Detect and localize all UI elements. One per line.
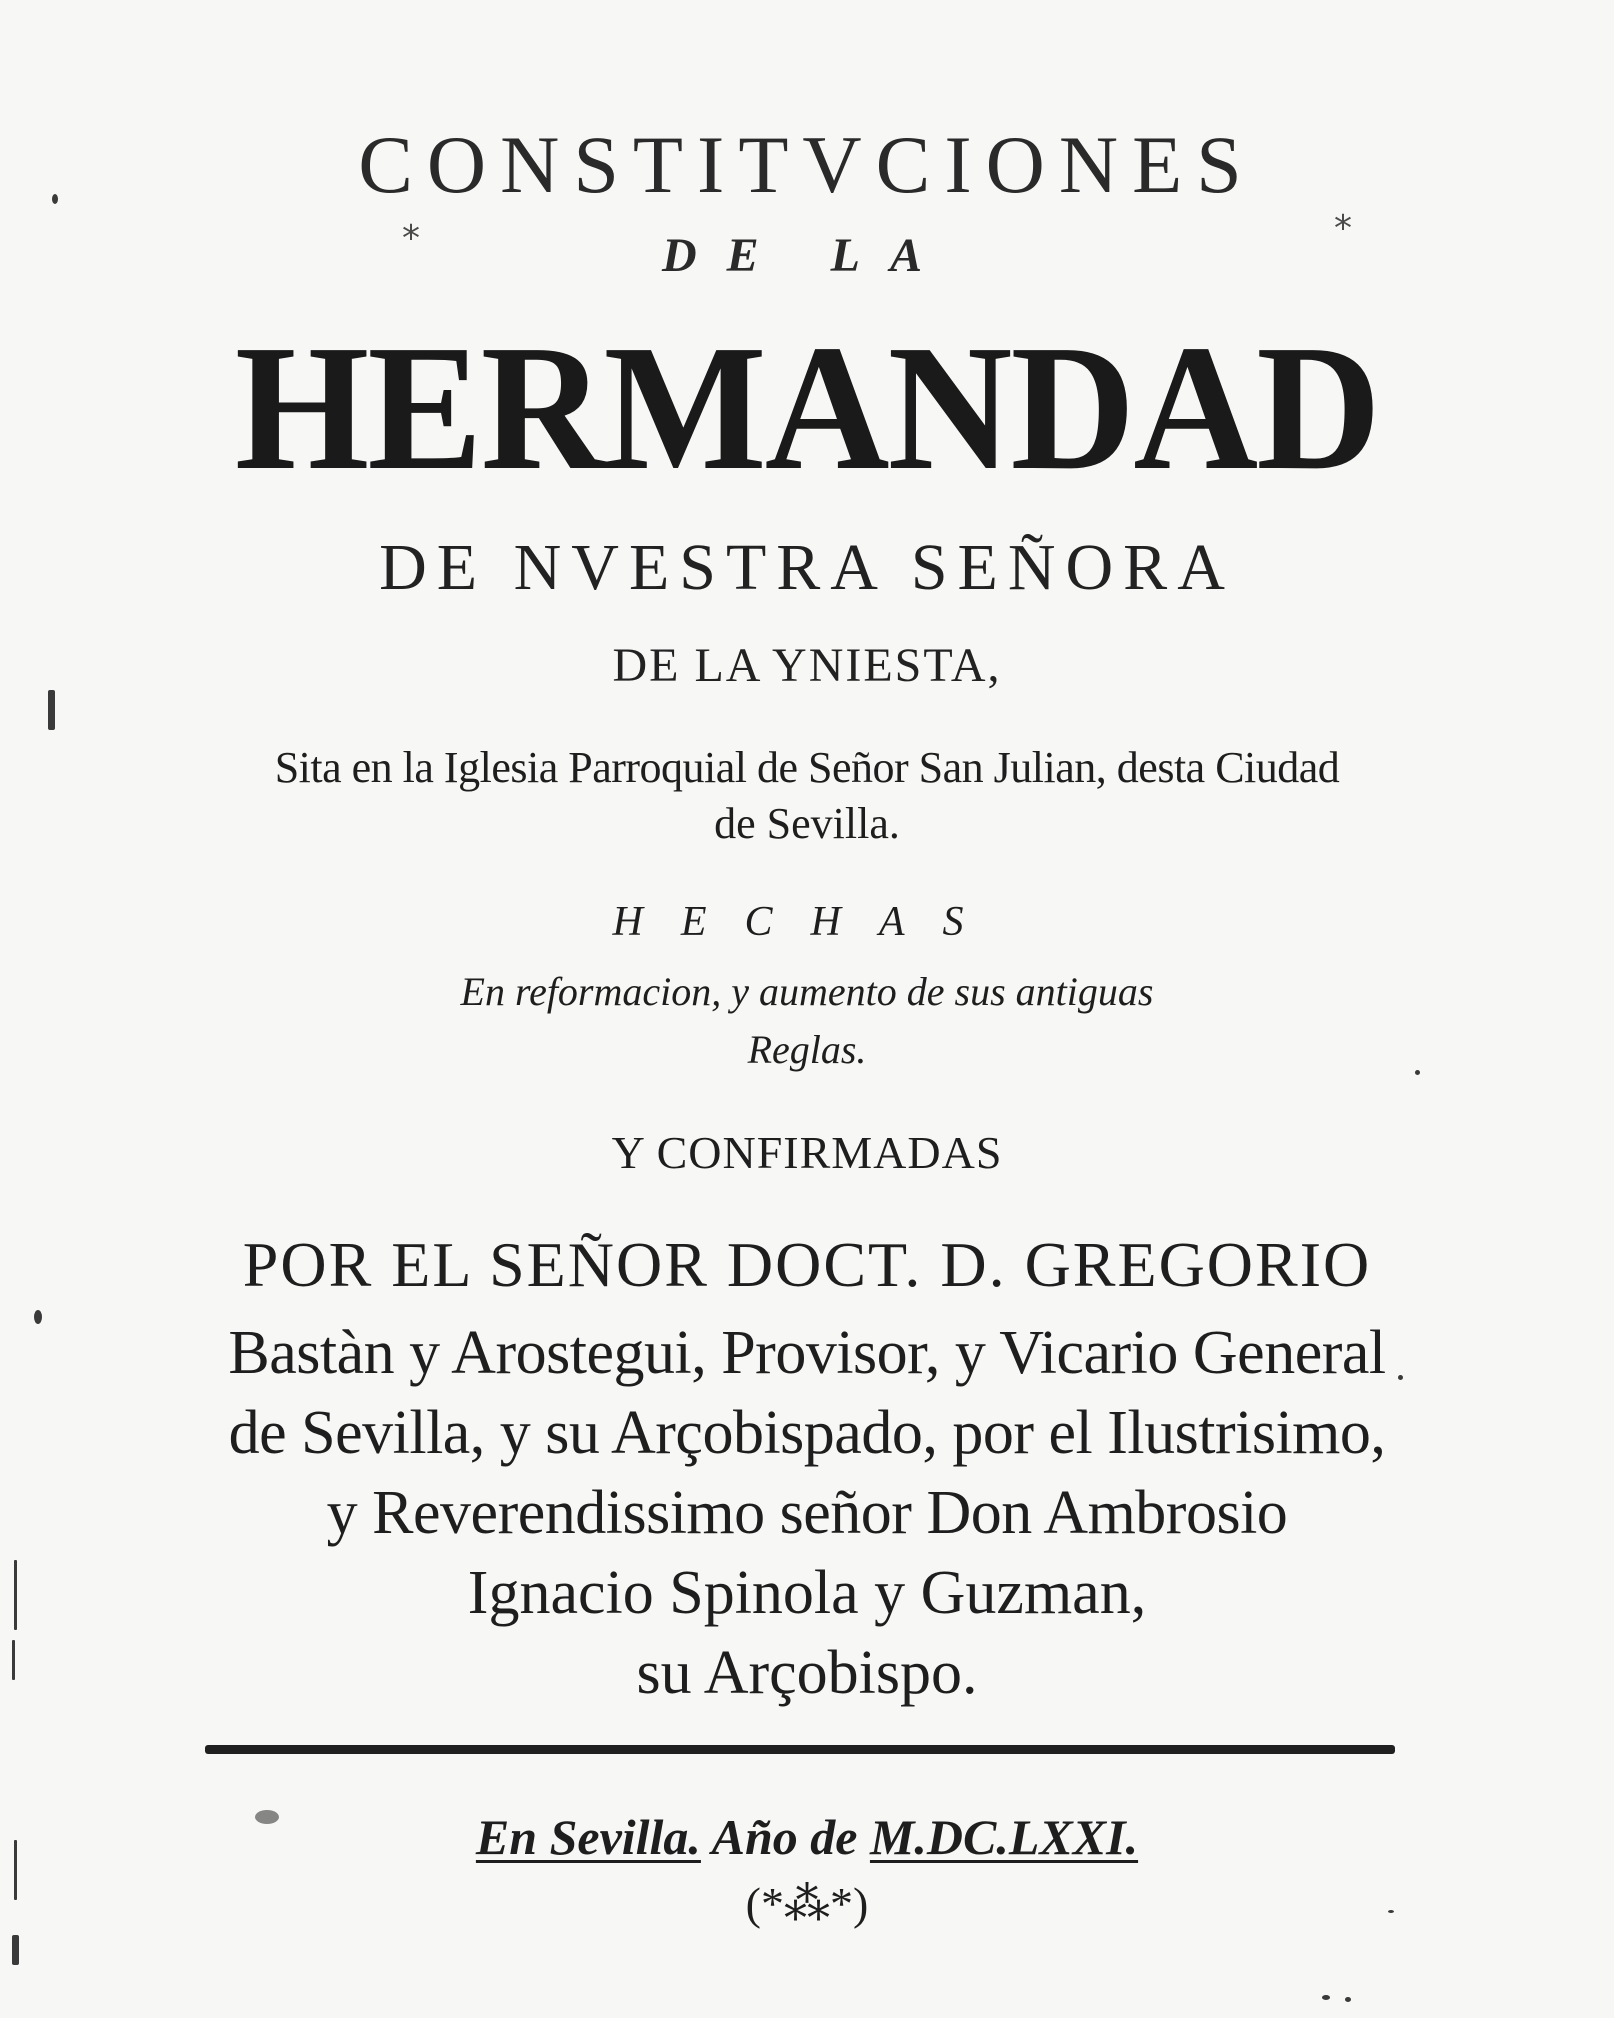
location-line-2: de Sevilla. [714, 799, 900, 848]
location-line-1: Sita en la Iglesia Parroquial de Señor San Julian, desta Ciudad [274, 743, 1340, 792]
signature-mark: (*⁂*) [745, 1878, 869, 1929]
scan-speck [1322, 1995, 1330, 2000]
imprint-year-prefix: Año de [711, 1809, 858, 1865]
scan-speck [1398, 1375, 1403, 1380]
authority-line-3: de Sevilla, y su Arçobispado, por el Ilustrisimo, [228, 1399, 1386, 1467]
scan-speck [48, 690, 55, 730]
asterisk-ornament-left: * [402, 218, 420, 259]
imprint-year: M.DC.LXXI. [869, 1809, 1139, 1865]
authority-line-1: POR EL SEÑOR DOCT. D. GREGORIO [242, 1229, 1372, 1300]
title-constituciones: CONSTITVCIONES [358, 119, 1256, 210]
horizontal-rule [205, 1745, 1395, 1754]
imprint-line [0, 1808, 1614, 1866]
scan-speck [1388, 1910, 1394, 1913]
scan-speck [14, 1840, 17, 1900]
scan-speck [14, 1560, 17, 1630]
scan-speck [1415, 1070, 1420, 1075]
scan-speck [12, 1935, 19, 1965]
title-hermandad: HERMANDAD [234, 308, 1380, 507]
imprint-place: En Sevilla. [475, 1809, 701, 1865]
confirmadas-heading: Y CONFIRMADAS [611, 1127, 1003, 1178]
scan-speck [255, 1810, 279, 1824]
authority-line-5: Ignacio Spinola y Guzman, [467, 1559, 1147, 1627]
title-de-la: DE LA [661, 229, 952, 282]
scan-speck [52, 194, 58, 204]
authority-line-2: Bastàn y Arostegui, Provisor, y Vicario General [228, 1319, 1386, 1387]
scan-speck [34, 1310, 42, 1324]
hechas-heading: HECHAS [612, 899, 1002, 945]
reform-line-1: En reformacion, y aumento de sus antiguas [460, 969, 1154, 1014]
authority-line-6: su Arçobispo. [636, 1639, 978, 1707]
title-de-la-yniesta: DE LA YNIESTA, [612, 639, 1002, 692]
title-de-nuestra-senora: DE NVESTRA SEÑORA [379, 531, 1235, 604]
reform-line-2: Reglas. [747, 1027, 867, 1072]
scan-speck [12, 1640, 15, 1680]
authority-line-4: y Reverendissimo señor Don Ambrosio [326, 1479, 1288, 1547]
asterisk-ornament-right: * [1334, 208, 1352, 249]
scan-speck [1345, 1997, 1351, 2002]
